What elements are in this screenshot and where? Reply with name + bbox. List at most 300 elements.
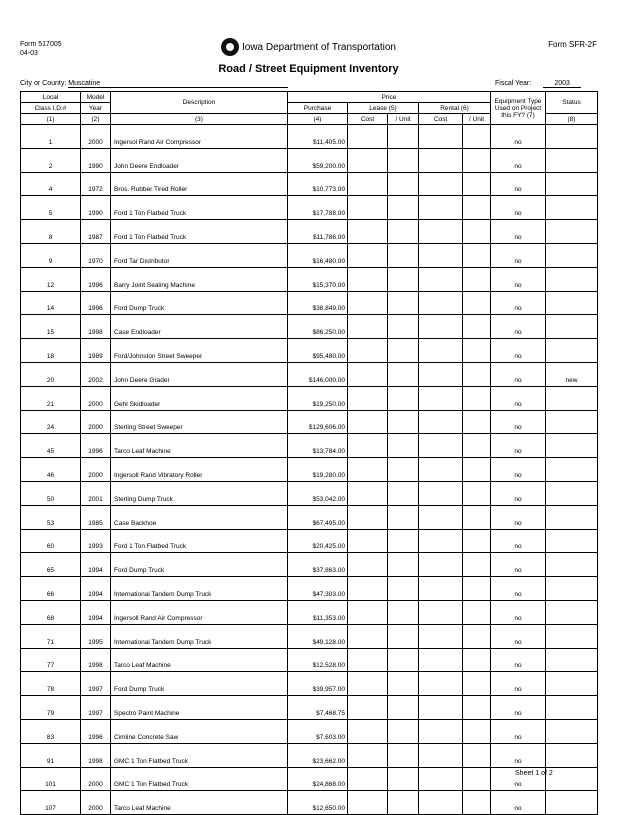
cell-equipment-used: no: [491, 386, 546, 410]
table-row: [21, 267, 598, 291]
cell-class-id: 46: [21, 458, 81, 482]
cell-lease-unit: [388, 125, 419, 149]
cell-rental-unit: [463, 696, 491, 720]
cell-purchase-price: $39,957.00: [288, 672, 348, 696]
cell-class-id: 107: [21, 791, 81, 815]
cell-rental-unit: [463, 553, 491, 577]
cell-lease-cost: [348, 458, 388, 482]
cell-rental-cost: [419, 458, 463, 482]
cell-lease-unit: [388, 767, 419, 791]
cell-status: [546, 505, 598, 529]
cell-model-year: 2001: [81, 481, 111, 505]
cell-rental-cost: [419, 505, 463, 529]
cell-equipment-used: no: [491, 743, 546, 767]
col-class-id: Class I.D.#: [21, 103, 81, 114]
cell-equipment-used: no: [491, 577, 546, 601]
cell-lease-cost: [348, 553, 388, 577]
cell-lease-cost: [348, 291, 388, 315]
cell-class-id: 21: [21, 386, 81, 410]
cell-rental-unit: [463, 220, 491, 244]
fiscal-year-label: Fiscal Year:: [495, 80, 532, 87]
cell-purchase-price: $7,468.75: [288, 696, 348, 720]
col-price: Price: [288, 92, 491, 103]
cell-purchase-price: $49,128.00: [288, 624, 348, 648]
cell-lease-cost: [348, 577, 388, 601]
cell-rental-cost: [419, 696, 463, 720]
cell-class-id: 12: [21, 267, 81, 291]
cell-equipment-used: no: [491, 362, 546, 386]
cell-purchase-price: $17,788.00: [288, 196, 348, 220]
cell-equipment-used: no: [491, 220, 546, 244]
cell-model-year: 2000: [81, 458, 111, 482]
page-title: Road / Street Equipment Inventory: [218, 63, 399, 75]
table-row: [21, 434, 598, 458]
cell-status: [546, 339, 598, 363]
cell-rental-unit: [463, 577, 491, 601]
cell-lease-unit: [388, 172, 419, 196]
cell-rental-unit: [463, 434, 491, 458]
cell-lease-cost: [348, 624, 388, 648]
cell-equipment-used: no: [491, 624, 546, 648]
cell-equipment-used: no: [491, 648, 546, 672]
cell-rental-unit: [463, 125, 491, 149]
fiscal-year-field: [495, 80, 581, 88]
cell-lease-cost: [348, 791, 388, 815]
cell-purchase-price: $24,868.00: [288, 767, 348, 791]
cell-description: International Tandem Dump Truck: [111, 624, 288, 648]
cell-status: [546, 553, 598, 577]
col-lease-cost: Cost: [348, 114, 388, 125]
cell-class-id: 65: [21, 553, 81, 577]
form-date: 04-03: [20, 50, 38, 57]
cell-model-year: 1989: [81, 339, 111, 363]
cell-purchase-price: $16,480.00: [288, 243, 348, 267]
cell-equipment-used: no: [491, 434, 546, 458]
cell-lease-cost: [348, 172, 388, 196]
cell-rental-cost: [419, 719, 463, 743]
cell-purchase-price: $95,480.00: [288, 339, 348, 363]
table-row: [21, 505, 598, 529]
cell-status: [546, 291, 598, 315]
cell-class-id: 1: [21, 125, 81, 149]
cell-description: Ford Dump Truck: [111, 291, 288, 315]
cell-equipment-used: no: [491, 172, 546, 196]
cell-lease-unit: [388, 553, 419, 577]
cell-rental-cost: [419, 529, 463, 553]
cell-purchase-price: $7,603.00: [288, 719, 348, 743]
cell-rental-cost: [419, 362, 463, 386]
cell-status: [546, 243, 598, 267]
cell-class-id: 18: [21, 339, 81, 363]
cell-description: GMC 1 Ton Flatbed Truck: [111, 743, 288, 767]
cell-purchase-price: $38,849.00: [288, 291, 348, 315]
cell-purchase-price: $53,042.00: [288, 481, 348, 505]
table-row: [21, 386, 598, 410]
city-field: [20, 80, 288, 88]
cell-lease-cost: [348, 481, 388, 505]
cell-rental-unit: [463, 339, 491, 363]
cell-description: Sterling Dump Truck: [111, 481, 288, 505]
cell-equipment-used: no: [491, 481, 546, 505]
cell-model-year: 1996: [81, 267, 111, 291]
col-num-4: (4): [288, 114, 348, 125]
cell-lease-cost: [348, 196, 388, 220]
cell-status: [546, 672, 598, 696]
cell-model-year: 2000: [81, 767, 111, 791]
cell-rental-cost: [419, 577, 463, 601]
cell-model-year: 1995: [81, 624, 111, 648]
cell-equipment-used: no: [491, 672, 546, 696]
cell-description: Ford 1 Ton Flatbed Truck: [111, 529, 288, 553]
cell-status: [546, 434, 598, 458]
cell-equipment-used: no: [491, 553, 546, 577]
cell-class-id: 4: [21, 172, 81, 196]
cell-purchase-price: $12,650.00: [288, 791, 348, 815]
cell-lease-unit: [388, 362, 419, 386]
table-row: [21, 696, 598, 720]
cell-lease-cost: [348, 386, 388, 410]
table-row: [21, 529, 598, 553]
cell-lease-cost: [348, 505, 388, 529]
cell-model-year: 1990: [81, 148, 111, 172]
cell-status: [546, 767, 598, 791]
cell-model-year: 1972: [81, 172, 111, 196]
cell-class-id: 9: [21, 243, 81, 267]
cell-model-year: 1996: [81, 719, 111, 743]
cell-status: [546, 696, 598, 720]
cell-rental-cost: [419, 291, 463, 315]
cell-status: [546, 577, 598, 601]
cell-lease-unit: [388, 672, 419, 696]
cell-purchase-price: $67,495.00: [288, 505, 348, 529]
cell-lease-cost: [348, 410, 388, 434]
table-row: [21, 125, 598, 149]
col-num-3: (3): [111, 114, 288, 125]
cell-rental-cost: [419, 481, 463, 505]
cell-rental-cost: [419, 791, 463, 815]
cell-description: Tarco Leaf Machine: [111, 648, 288, 672]
cell-class-id: 50: [21, 481, 81, 505]
cell-description: Tarco Leaf Machine: [111, 434, 288, 458]
cell-equipment-used: no: [491, 529, 546, 553]
cell-rental-unit: [463, 481, 491, 505]
cell-status: [546, 791, 598, 815]
cell-status: [546, 125, 598, 149]
col-model: Model: [81, 92, 111, 103]
cell-model-year: 1994: [81, 553, 111, 577]
table-row: [21, 196, 598, 220]
cell-rental-cost: [419, 767, 463, 791]
cell-rental-unit: [463, 672, 491, 696]
col-equipment-used: Equipment Type Used on Project this FY? (7): [491, 92, 546, 125]
iowa-dot-logo-icon: [221, 38, 239, 56]
cell-model-year: 1997: [81, 696, 111, 720]
cell-lease-unit: [388, 743, 419, 767]
cell-description: Ford Tar Distributor: [111, 243, 288, 267]
cell-class-id: 79: [21, 696, 81, 720]
cell-model-year: 1996: [81, 434, 111, 458]
table-row: [21, 791, 598, 815]
cell-status: [546, 624, 598, 648]
cell-class-id: 83: [21, 719, 81, 743]
cell-class-id: 53: [21, 505, 81, 529]
cell-class-id: 8: [21, 220, 81, 244]
cell-model-year: 2000: [81, 386, 111, 410]
cell-lease-unit: [388, 196, 419, 220]
cell-purchase-price: $20,425.00: [288, 529, 348, 553]
cell-rental-cost: [419, 148, 463, 172]
cell-status: [546, 196, 598, 220]
cell-lease-unit: [388, 434, 419, 458]
cell-lease-unit: [388, 410, 419, 434]
cell-rental-cost: [419, 624, 463, 648]
cell-lease-cost: [348, 220, 388, 244]
cell-lease-cost: [348, 315, 388, 339]
cell-purchase-price: $19,250.00: [288, 386, 348, 410]
cell-equipment-used: no: [491, 600, 546, 624]
cell-model-year: 1996: [81, 291, 111, 315]
table-row: [21, 410, 598, 434]
cell-rental-unit: [463, 243, 491, 267]
cell-lease-unit: [388, 267, 419, 291]
cell-rental-cost: [419, 600, 463, 624]
cell-equipment-used: no: [491, 719, 546, 743]
cell-lease-unit: [388, 624, 419, 648]
cell-equipment-used: no: [491, 243, 546, 267]
cell-status: [546, 743, 598, 767]
cell-rental-unit: [463, 624, 491, 648]
cell-rental-cost: [419, 410, 463, 434]
cell-rental-cost: [419, 243, 463, 267]
cell-description: Ford 1 Ton Flatbed Truck: [111, 220, 288, 244]
table-row: [21, 148, 598, 172]
cell-lease-unit: [388, 719, 419, 743]
cell-model-year: 1993: [81, 529, 111, 553]
cell-status: new: [546, 362, 598, 386]
cell-status: [546, 481, 598, 505]
city-value: Muscatine: [68, 80, 288, 88]
table-row: [21, 172, 598, 196]
cell-description: Ford Dump Truck: [111, 672, 288, 696]
cell-description: Ingersol Rand Air Compressor: [111, 125, 288, 149]
cell-rental-cost: [419, 267, 463, 291]
cell-equipment-used: no: [491, 267, 546, 291]
cell-equipment-used: no: [491, 696, 546, 720]
cell-model-year: 1994: [81, 577, 111, 601]
cell-purchase-price: $23,662.00: [288, 743, 348, 767]
cell-rental-unit: [463, 648, 491, 672]
cell-description: Gehl Skidloader: [111, 386, 288, 410]
cell-description: Case Endloader: [111, 315, 288, 339]
cell-rental-cost: [419, 196, 463, 220]
cell-class-id: 68: [21, 600, 81, 624]
cell-description: International Tandem Dump Truck: [111, 577, 288, 601]
cell-lease-cost: [348, 267, 388, 291]
cell-lease-cost: [348, 743, 388, 767]
cell-model-year: 1998: [81, 743, 111, 767]
cell-status: [546, 172, 598, 196]
table-row: [21, 600, 598, 624]
agency-name: Iowa Department of Transportation: [242, 41, 396, 53]
cell-model-year: 2000: [81, 410, 111, 434]
table-row: [21, 481, 598, 505]
cell-class-id: 5: [21, 196, 81, 220]
cell-lease-cost: [348, 125, 388, 149]
cell-model-year: 1985: [81, 505, 111, 529]
table-row: [21, 243, 598, 267]
cell-status: [546, 529, 598, 553]
cell-rental-cost: [419, 743, 463, 767]
cell-lease-unit: [388, 220, 419, 244]
cell-rental-cost: [419, 315, 463, 339]
cell-lease-unit: [388, 648, 419, 672]
table-row: [21, 315, 598, 339]
cell-class-id: 77: [21, 648, 81, 672]
cell-rental-unit: [463, 505, 491, 529]
fiscal-year-value: 2003: [543, 80, 581, 88]
cell-rental-unit: [463, 386, 491, 410]
col-num-2: (2): [81, 114, 111, 125]
cell-model-year: 1998: [81, 648, 111, 672]
cell-lease-cost: [348, 243, 388, 267]
cell-purchase-price: $15,370.00: [288, 267, 348, 291]
cell-status: [546, 458, 598, 482]
cell-lease-unit: [388, 600, 419, 624]
col-rental-unit: / Unit: [463, 114, 491, 125]
cell-status: [546, 220, 598, 244]
cell-rental-unit: [463, 196, 491, 220]
cell-rental-unit: [463, 267, 491, 291]
cell-rental-cost: [419, 386, 463, 410]
cell-description: John Deere Endloader: [111, 148, 288, 172]
cell-rental-unit: [463, 315, 491, 339]
cell-rental-unit: [463, 791, 491, 815]
cell-lease-cost: [348, 767, 388, 791]
cell-purchase-price: $59,200.00: [288, 148, 348, 172]
cell-lease-cost: [348, 600, 388, 624]
cell-model-year: 1994: [81, 600, 111, 624]
cell-purchase-price: $19,280.00: [288, 458, 348, 482]
cell-purchase-price: $11,405.00: [288, 125, 348, 149]
cell-rental-cost: [419, 672, 463, 696]
cell-rental-cost: [419, 648, 463, 672]
cell-lease-unit: [388, 243, 419, 267]
cell-lease-unit: [388, 791, 419, 815]
cell-rental-unit: [463, 529, 491, 553]
cell-purchase-price: $129,606.00: [288, 410, 348, 434]
col-description: Description: [111, 92, 288, 114]
cell-model-year: 1970: [81, 243, 111, 267]
cell-lease-cost: [348, 719, 388, 743]
cell-status: [546, 315, 598, 339]
cell-model-year: 2002: [81, 362, 111, 386]
cell-lease-cost: [348, 696, 388, 720]
form-code: Form SFR-2F: [548, 40, 597, 49]
cell-rental-unit: [463, 743, 491, 767]
table-row: [21, 220, 598, 244]
cell-lease-unit: [388, 505, 419, 529]
table-row: [21, 362, 598, 386]
cell-lease-unit: [388, 386, 419, 410]
col-local: Local: [21, 92, 81, 103]
cell-equipment-used: no: [491, 125, 546, 149]
cell-lease-unit: [388, 529, 419, 553]
cell-equipment-used: no: [491, 410, 546, 434]
cell-equipment-used: no: [491, 148, 546, 172]
cell-lease-unit: [388, 577, 419, 601]
cell-rental-unit: [463, 362, 491, 386]
cell-rental-unit: [463, 719, 491, 743]
cell-description: GMC 1 Ton Flatbed Truck: [111, 767, 288, 791]
table-row: [21, 624, 598, 648]
cell-status: [546, 719, 598, 743]
col-year: Year: [81, 103, 111, 114]
cell-model-year: 1990: [81, 196, 111, 220]
cell-class-id: 14: [21, 291, 81, 315]
cell-rental-unit: [463, 600, 491, 624]
cell-equipment-used: no: [491, 339, 546, 363]
col-purchase: Purchase: [288, 103, 348, 114]
cell-model-year: 1998: [81, 315, 111, 339]
cell-equipment-used: no: [491, 196, 546, 220]
cell-rental-cost: [419, 220, 463, 244]
cell-equipment-used: no: [491, 505, 546, 529]
cell-description: Ingersoll Rand Vibratory Roller: [111, 458, 288, 482]
cell-rental-cost: [419, 339, 463, 363]
col-num-8: (8): [546, 114, 598, 125]
cell-lease-unit: [388, 696, 419, 720]
form-number: [20, 40, 62, 58]
cell-class-id: 60: [21, 529, 81, 553]
col-rental-cost: Cost: [419, 114, 463, 125]
cell-lease-cost: [348, 648, 388, 672]
cell-lease-cost: [348, 148, 388, 172]
cell-lease-cost: [348, 434, 388, 458]
cell-purchase-price: $13,784.00: [288, 434, 348, 458]
cell-class-id: 15: [21, 315, 81, 339]
cell-class-id: 71: [21, 624, 81, 648]
cell-description: Ford Dump Truck: [111, 553, 288, 577]
cell-purchase-price: $11,786.00: [288, 220, 348, 244]
cell-class-id: 78: [21, 672, 81, 696]
cell-rental-cost: [419, 172, 463, 196]
cell-equipment-used: no: [491, 458, 546, 482]
cell-status: [546, 410, 598, 434]
cell-class-id: 91: [21, 743, 81, 767]
col-lease-unit: / Unit: [388, 114, 419, 125]
cell-lease-cost: [348, 672, 388, 696]
cell-description: Cimline Concrete Saw: [111, 719, 288, 743]
cell-class-id: 2: [21, 148, 81, 172]
table-row: [21, 458, 598, 482]
agency-header: [221, 38, 396, 56]
cell-model-year: 2000: [81, 791, 111, 815]
cell-description: Case Backhoe: [111, 505, 288, 529]
cell-status: [546, 648, 598, 672]
cell-rental-unit: [463, 410, 491, 434]
table-row: [21, 743, 598, 767]
table-row: [21, 648, 598, 672]
cell-purchase-price: $86,250.00: [288, 315, 348, 339]
cell-class-id: 20: [21, 362, 81, 386]
col-status: Status: [546, 92, 598, 114]
cell-purchase-price: $47,303.00: [288, 577, 348, 601]
cell-description: Tarco Leaf Machine: [111, 791, 288, 815]
cell-purchase-price: $37,863.00: [288, 553, 348, 577]
cell-class-id: 45: [21, 434, 81, 458]
table-row: [21, 553, 598, 577]
table-row: [21, 767, 598, 791]
